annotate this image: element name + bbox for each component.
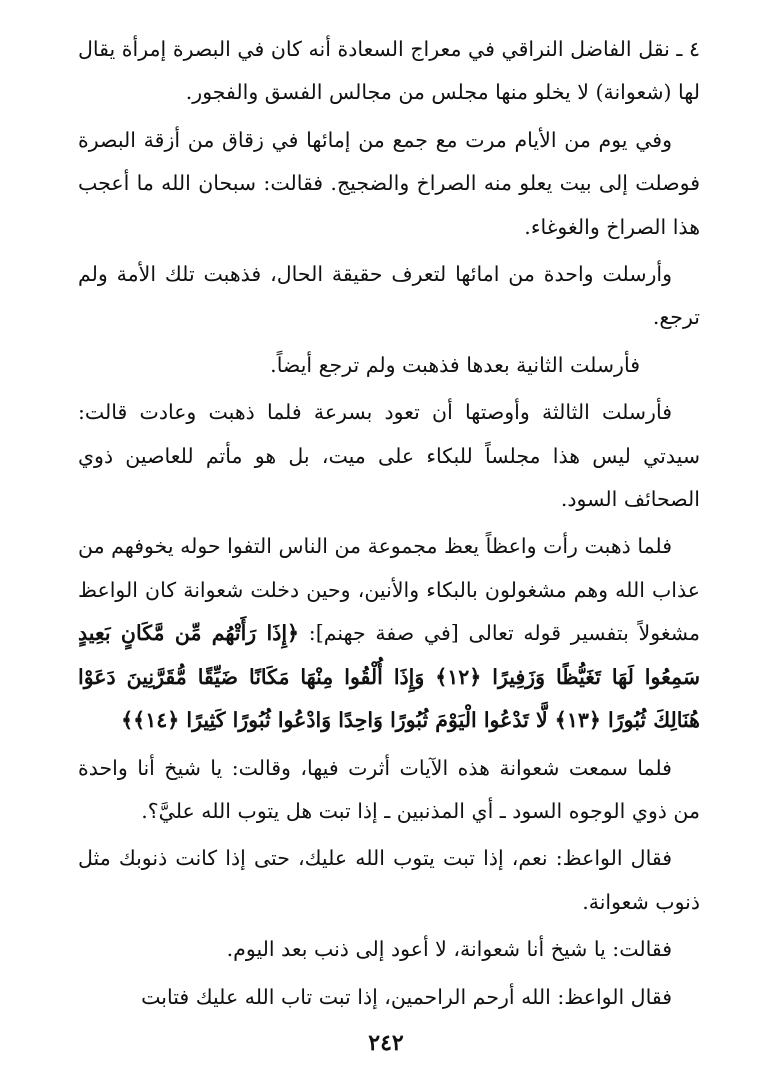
paragraph-third-maid: فأرسلت الثالثة وأوصتها أن تعود بسرعة فلما ذهبت وعادت قالت: سيدتي ليس هذا مجلساً للبكاء على ميت، بل هو مأتم للعاصين ذوي الصحائف السود. [78, 400, 700, 512]
paragraph-street-scene: وفي يوم من الأيام مرت مع جمع من إمائها في زقاق من أزقة البصرة فوصلت إلى بيت يعلو منه الصراخ والضجيج. فقالت: سبحان الله ما أعجب هذا الصراخ والغوغاء. [78, 127, 700, 239]
page-number: ٢٤٢ [368, 1030, 404, 1056]
paragraph-story-intro: ٤ ـ نقل الفاضل النراقي في معراج السعادة أنه كان في البصرة إمرأة يقال لها (شعوانة) لا يخلو منها مجلس من مجالس الفسق والفجور. [78, 37, 700, 105]
paragraph-second-maid: فأرسلت الثانية بعدها فذهبت ولم ترجع أيضاً. [270, 352, 640, 377]
quran-verse: ﴿إِذَا رَأَتْهُم مِّن مَّكَانٍ بَعِيدٍ سَمِعُوا لَهَا تَغَيُّظًا وَزَفِيرًا ﴿١٢﴾ وَإِذَا أُلْقُوا مِنْهَا مَكَانًا ضَيِّقًا مُّقَرَّنِينَ دَعَوْا هُنَالِكَ ثُبُورًا ﴿١٣﴾ لَّا تَدْعُوا الْيَوْمَ ثُبُورًا وَاحِدًا وَادْعُوا ثُبُورًا كَثِيرًا ﴿١٤﴾﴾ [78, 621, 701, 733]
preacher-lead-text: فلما ذهبت رأت واعظاً يعظ مجموعة من الناس التفوا حوله يخوفهم من عذاب الله وهم مشغولون بالبكاء والأنين، وحين دخلت شعوانة كان الواعظ مشغولاً بتفسير قوله تعالى [في صفة جهنم]: [78, 534, 700, 646]
paragraph-preacher [78, 525, 700, 742]
body-text [78, 28, 700, 1019]
paragraph-preacher-answer: فقال الواعظ: نعم، إذا تبت يتوب الله عليك، حتى إذا كانت ذنوبك مثل ذنوب شعوانة. [78, 846, 700, 914]
paragraph-preacher-mercy: فقال الواعظ: الله أرحم الراحمين، إذا تبت تاب الله عليك فتابت [141, 984, 672, 1009]
paragraph-shawana-question: فلما سمعت شعوانة هذه الآيات أثرت فيها، وقالت: يا شيخ أنا واحدة من ذوي الوجوه السود ـ أي المذنبين ـ إذا تبت هل يتوب الله عليَّ؟. [78, 755, 700, 823]
paragraph-first-maid: وأرسلت واحدة من امائها لتعرف حقيقة الحال، فذهبت تلك الأمة ولم ترجع. [78, 262, 700, 330]
paragraph-shawana-vow: فقالت: يا شيخ أنا شعوانة، لا أعود إلى ذنب بعد اليوم. [226, 937, 672, 962]
